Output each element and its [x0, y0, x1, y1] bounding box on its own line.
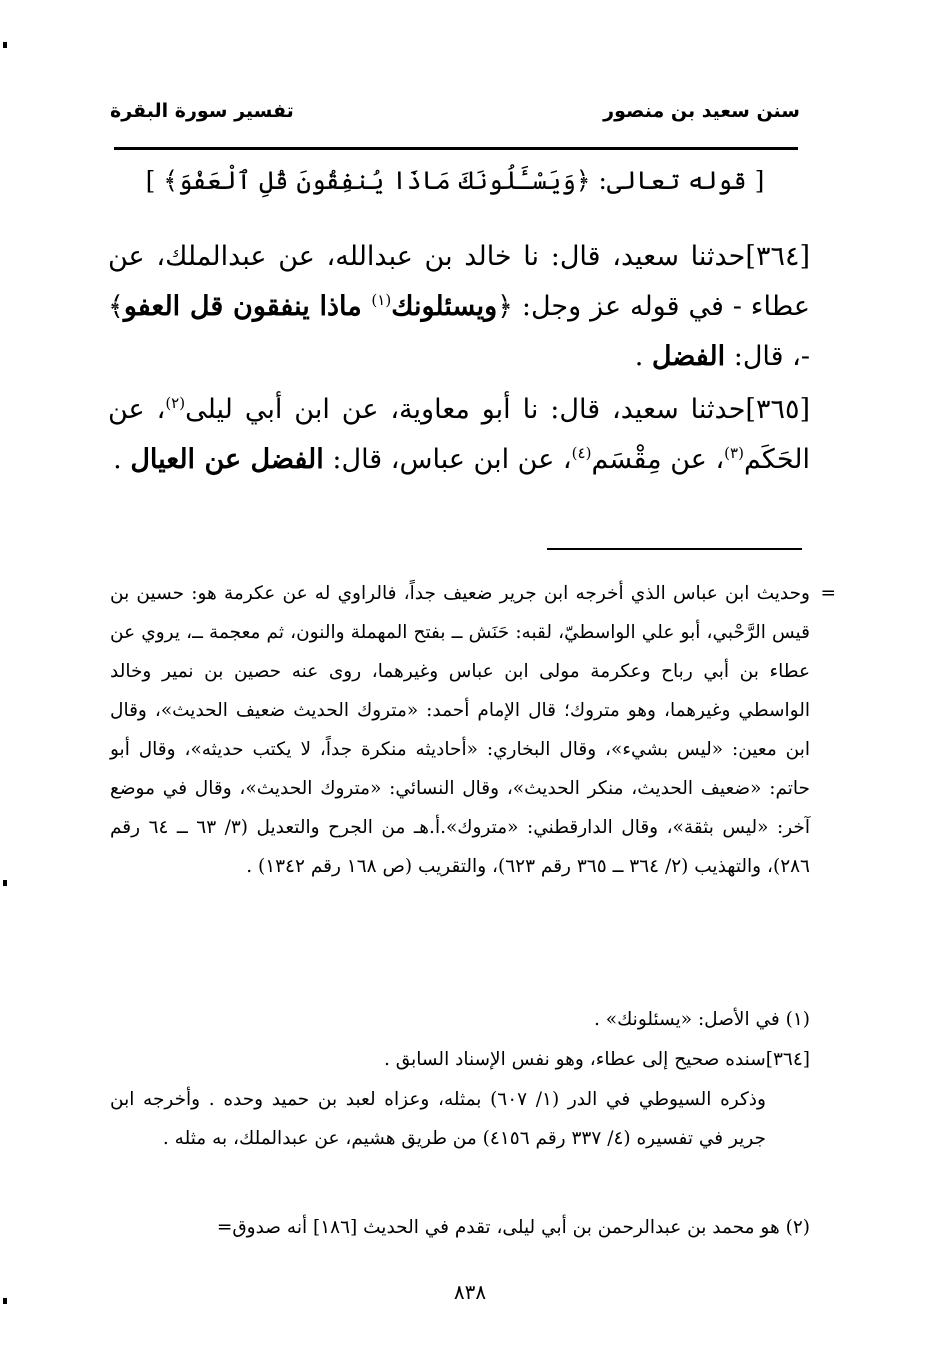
hadith-text: ، عن ابن عباس، قال: — [323, 444, 572, 475]
hadith-365 — [108, 385, 810, 485]
hadith-number: [٣٦٤] — [745, 241, 810, 272]
hadith-text: ، عن مِقْسَم — [591, 444, 725, 475]
book-title: سنن سعيد بن منصور — [603, 100, 800, 122]
page-number: ٨٣٨ — [453, 1280, 487, 1304]
verse-heading: [ قوله تعالى: ﴿وَيَسْـَٔلُونَكَ مَاذَا يُنفِقُونَ قُلِ ٱلْعَفْوَ﴾ ] — [145, 166, 765, 195]
hadith-number: [٣٦٥] — [745, 394, 810, 425]
continuation-mark: = — [820, 583, 836, 604]
footnote-ref: (٤) — [571, 444, 592, 462]
footnote-text: وحديث ابن عباس الذي أخرجه ابن جرير ضعيف جداً، فالراوي له عن عكرمة هو: حسين بن قيس الرَّحْبي، أبو علي الواسطيّ، لقبه: حَنَش ــ بفتح المهملة والنون، ثم معجمة ــ، يروي عن عطاء بن أبي رباح وعكرمة مولى ابن عباس وغيرهما، روى عنه حصين بن نمير وخالد الواسطي وغيرهما، وهو متروك؛ قال الإمام أحمد: «متروك الحديث ضعيف الحديث»، وقال ابن معين: «ليس بشيء»، وقال البخاري: «أحاديثه منكرة جداً، لا يكتب حديثه»، وقال أبو حاتم: «ضعيف الحديث، منكر الحديث»، وقال النسائي: «متروك الحديث»، وقال في موضع آخر: «ليس بثقة»، وقال الدارقطني: «متروك».أ.هـ من الجرح والتعديل (٣/ ٦٣ ــ ٦٤ رقم ٢٨٦)، والتهذيب (٢/ ٣٦٤ ــ ٣٦٥ رقم ٦٢٣)، والتقريب (ص ١٦٨ رقم ١٣٤٢) . — [110, 583, 810, 877]
footnote-ref: (٣) — [724, 444, 744, 462]
hadith-364 — [108, 232, 810, 382]
hadith-text: حدثنا سعيد، قال: نا أبو معاوية، عن ابن أبي ليلى — [185, 394, 746, 425]
header-rule — [114, 147, 798, 150]
hadith-text: . — [634, 341, 652, 372]
hadith-text: ﴾ -، قال: — [108, 291, 810, 372]
footnote-1: (١) في الأصل: «يسئلونك» . — [594, 1009, 810, 1030]
hadith-text-bold: الفضل عن العيال — [130, 444, 324, 475]
hadith-text: . — [113, 444, 131, 475]
footnote-text: سنده صحيح إلى عطاء، وهو نفس الإسناد السابق . — [383, 1049, 766, 1070]
section-title: تفسير سورة البقرة — [110, 100, 294, 122]
hadith-text-bold: ماذا ينفقون قل العفو — [123, 291, 372, 322]
scan-mark — [3, 42, 7, 48]
running-header — [110, 100, 800, 134]
footnote-continuation — [110, 574, 834, 886]
footnote-separator — [547, 548, 802, 550]
hadith-text: ، عن الحَكَم — [108, 394, 810, 475]
footnote-label: [٣٦٤] — [765, 1049, 810, 1070]
footnote-ref: (١) — [371, 291, 392, 309]
footnote-hadith-364 — [110, 1040, 810, 1079]
scan-mark — [3, 880, 7, 886]
hadith-text-bold: الفضل — [651, 341, 726, 372]
hadith-text-bold: ويسئلونك — [391, 291, 498, 322]
footnote-hadith-364-body: وذكره السيوطي في الدر (١/ ٦٠٧) بمثله، وعزاه لعبد بن حميد وحده . وأخرجه ابن جرير في تفسيره (٤/ ٣٣٧ رقم ٤١٥٦) من طريق هشيم، عن عبدالملك، به مثله . — [110, 1089, 766, 1149]
footnote-2: (٢) هو محمد بن عبدالرحمن بن أبي ليلى، تقدم في الحديث [١٨٦] أنه صدوق= — [216, 1217, 810, 1238]
hadith-text: حدثنا سعيد، قال: نا خالد بن عبدالله، عن عبدالملك، عن عطاء - في قوله عز وجل: ﴿ — [108, 241, 810, 322]
footnote-ref: (٢) — [165, 394, 186, 412]
